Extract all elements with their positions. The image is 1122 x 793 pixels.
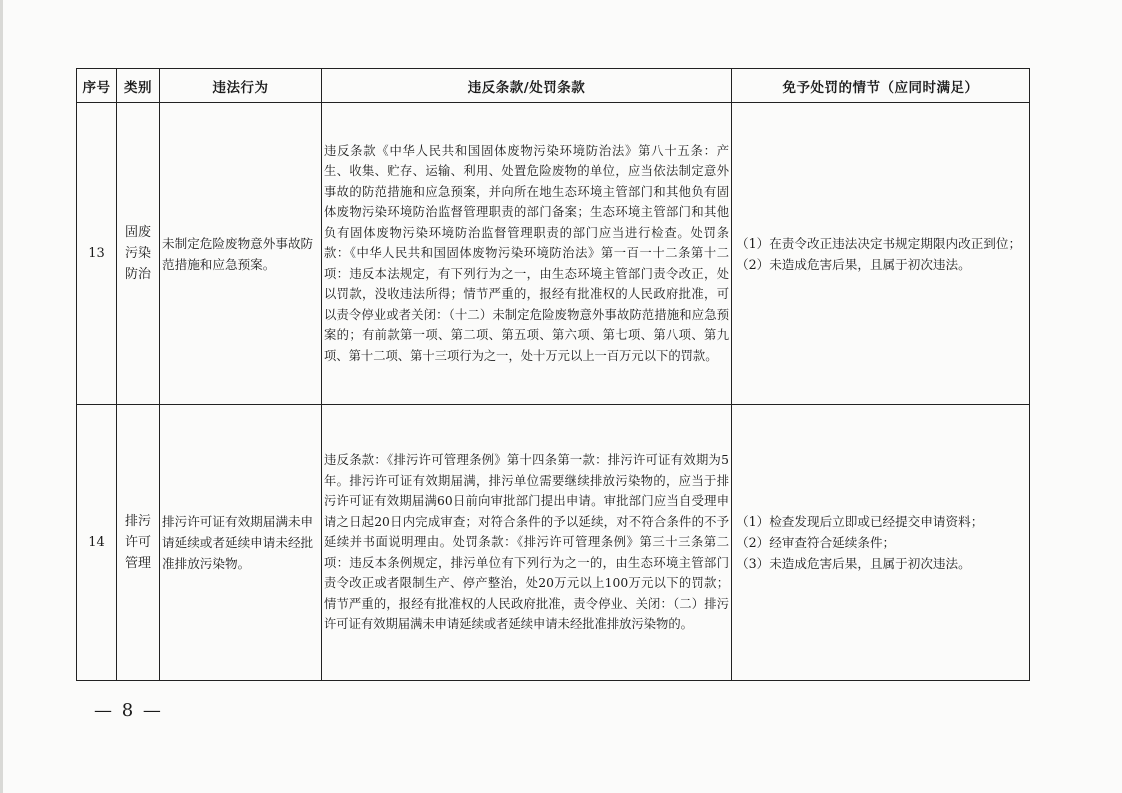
- header-law-clauses: 违反条款/处罚条款: [322, 69, 732, 103]
- row-exemptions: [732, 405, 1030, 681]
- header-category: 类别: [117, 69, 160, 103]
- row-law-clauses: 违反条款《中华人民共和国固体废物污染环境防治法》第八十五条：产生、收集、贮存、运输、利用、处置危险废物的单位，应当依法制定意外事故的防范措施和应急预案，并向所在地生态环境主管部门和其他负有固体废物污染环境防治监督管理职责的部门备案；生态环境主管部门和其他负有固体废物污染环境防治监督管理职责的部门应当进行检查。处罚条款：《中华人民共和国固体废物污染环境防治法》第一百一十二条第十二项：违反本法规定，有下列行为之一，由生态环境主管部门责令改正，处以罚款，没收违法所得；情节严重的，报经有批准权的人民政府批准，可以责令停业或者关闭：（十二）未制定危险废物意外事故防范措施和应急预案的；有前款第一项、第二项、第五项、第六项、第七项、第八项、第九项、第十二项、第十三项行为之一，处十万元以上一百万元以下的罚款。: [322, 103, 732, 405]
- row-violation: 排污许可证有效期届满未申请延续或者延续申请未经批准排放污染物。: [160, 405, 322, 681]
- row-law-clauses: 违反条款：《排污许可管理条例》第十四条第一款：排污许可证有效期为5年。排污许可证有效期届满，排污单位需要继续排放污染物的，应当于排污许可证有效期届满60日前向审批部门提出申请。审批部门应当自受理申请之日起20日内完成审查；对符合条件的予以延续，对不符合条件的不予延续并书面说明理由。处罚条款：《排污许可管理条例》第三十三条第二项：违反本条例规定，排污单位有下列行为之一的，由生态环境主管部门责令改正或者限制生产、停产整治，处20万元以上100万元以下的罚款；情节严重的，报经有批准权的人民政府批准，责令停业、关闭：（二）排污许可证有效期届满未申请延续或者延续申请未经批准排放污染物的。: [322, 405, 732, 681]
- table-row: [77, 103, 1030, 405]
- exemption-item: （1）在责令改正违法决定书规定期限内改正到位；: [736, 235, 1022, 251]
- table-header-row: [77, 69, 1030, 103]
- regulation-table: [76, 68, 1030, 681]
- row-category: 固废污染防治: [117, 103, 160, 405]
- row-exemptions: [732, 103, 1030, 405]
- header-violation: 违法行为: [160, 69, 322, 103]
- row-number: 14: [77, 405, 117, 681]
- row-number: 13: [77, 103, 117, 405]
- exemption-item: （2）经审查符合延续条件；: [736, 535, 896, 550]
- exemption-item: （3）未造成危害后果，且属于初次违法。: [736, 556, 971, 571]
- exemption-item: （1）检查发现后立即或已经提交申请资料；: [736, 514, 984, 529]
- header-exemption: 免予处罚的情节（应同时满足）: [732, 69, 1030, 103]
- page-edge: [0, 0, 3, 793]
- table-row: [77, 405, 1030, 681]
- exemption-item: （2）未造成危害后果，且属于初次违法。: [736, 256, 971, 272]
- row-category: 排污许可管理: [117, 405, 160, 681]
- page-number: — 8 —: [94, 700, 163, 721]
- row-violation: 未制定危险废物意外事故防范措施和应急预案。: [160, 103, 322, 405]
- header-number: 序号: [77, 69, 117, 103]
